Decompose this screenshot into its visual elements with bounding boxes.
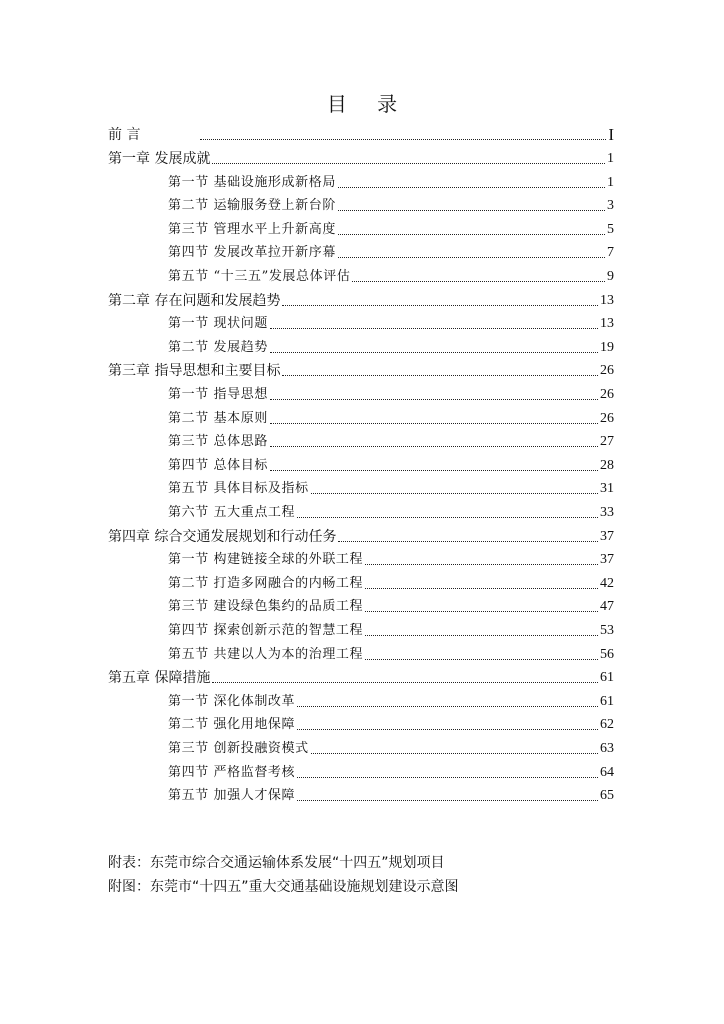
leader-dots — [297, 705, 598, 707]
toc-label: 第三节 建设绿色集约的品质工程 — [168, 599, 364, 615]
toc-label: 第三节 管理水平上升新高度 — [168, 221, 336, 237]
toc-page-number: 26 — [600, 387, 614, 402]
leader-dots — [297, 799, 598, 801]
toc-page-number: 42 — [600, 575, 614, 591]
toc-page-number: 64 — [600, 764, 614, 780]
toc-page-number: 63 — [600, 741, 614, 756]
toc-entry-preface[interactable] — [108, 120, 614, 144]
toc-page-number: 61 — [600, 670, 614, 686]
toc-entry-section[interactable] — [168, 404, 614, 428]
toc-entry-section[interactable] — [168, 238, 614, 262]
leader-dots — [282, 374, 598, 376]
toc-page-number: 5 — [607, 221, 614, 237]
leader-dots — [338, 209, 605, 211]
toc-label: 第四节 严格监督考核 — [168, 764, 296, 780]
toc-label: 第五章 保障措施 — [108, 670, 211, 687]
toc-label: 第一章 发展成就 — [108, 151, 211, 167]
toc-entry-section[interactable] — [168, 191, 614, 215]
toc-page-number: 9 — [607, 269, 614, 284]
toc-page-number: 13 — [600, 292, 614, 308]
toc-label: 第一节 基础设施形成新格局 — [168, 174, 336, 190]
leader-dots — [297, 728, 598, 730]
toc-entry-section[interactable] — [168, 592, 614, 616]
toc-entry-section[interactable] — [168, 333, 614, 357]
toc-page-number: 53 — [600, 623, 614, 638]
leader-dots — [365, 658, 598, 660]
toc-entry-section[interactable] — [168, 687, 614, 711]
leader-dots — [338, 233, 605, 235]
toc-page-number: 19 — [600, 339, 614, 355]
leader-dots — [338, 186, 605, 188]
toc-entry-section[interactable] — [168, 262, 614, 286]
leader-dots — [352, 280, 605, 282]
toc-label: 第五节 加强人才保障 — [168, 788, 296, 804]
toc-entry-section[interactable] — [168, 427, 614, 451]
toc-entry-section[interactable] — [168, 640, 614, 664]
toc-entry-section[interactable] — [168, 380, 614, 404]
toc-label: 第二节 运输服务登上新台阶 — [168, 198, 336, 214]
toc-page-number: 61 — [600, 693, 614, 709]
leader-dots — [282, 304, 598, 306]
toc-title: 目 录 — [326, 92, 410, 116]
toc-page-number: 13 — [600, 316, 614, 332]
toc-entry-section[interactable] — [168, 758, 614, 782]
toc-page-number: 62 — [600, 717, 614, 733]
toc-page-number: 31 — [600, 481, 614, 497]
leader-dots — [270, 398, 598, 400]
toc-entry-section[interactable] — [168, 569, 614, 593]
toc-entry-chapter[interactable] — [108, 144, 614, 168]
toc-page-number: 56 — [600, 646, 614, 662]
toc-label: 前 言 — [108, 127, 141, 143]
toc-entry-section[interactable] — [168, 734, 614, 758]
toc-entry-section[interactable] — [168, 168, 614, 192]
toc-label: 第二节 基本原则 — [168, 410, 268, 426]
toc-page-number: 28 — [600, 457, 614, 473]
leader-dots — [270, 422, 598, 424]
leader-dots — [311, 752, 598, 754]
leader-dots — [270, 469, 598, 471]
toc-label: 第四节 总体目标 — [168, 457, 268, 473]
leader-dots — [297, 776, 598, 778]
toc-page-number: I — [608, 125, 614, 144]
toc-entry-section[interactable] — [168, 309, 614, 333]
toc-label: 第一节 现状问题 — [168, 316, 268, 332]
toc-page-number: 27 — [600, 434, 614, 450]
toc-label: 第二节 打造多网融合的内畅工程 — [168, 575, 364, 591]
toc-entry-section[interactable] — [168, 474, 614, 498]
leader-dots — [270, 351, 598, 353]
toc-entry-section[interactable] — [168, 215, 614, 239]
toc-page-number: 37 — [600, 528, 614, 544]
toc-page-number: 33 — [600, 505, 614, 520]
leader-dots — [212, 162, 605, 164]
toc-label: 第一节 深化体制改革 — [168, 693, 296, 709]
leader-dots — [365, 634, 598, 636]
toc-label: 第五节 共建以人为本的治理工程 — [168, 646, 364, 662]
toc-label: 第五节 “十三五”发展总体评估 — [168, 269, 351, 284]
toc-label: 第四节 发展改革拉开新序幕 — [168, 245, 336, 261]
appendix-table[interactable]: 附表：东莞市综合交通运输体系发展“十四五”规划项目 — [108, 855, 445, 871]
toc-label: 第三节 总体思路 — [168, 434, 268, 450]
toc-entry-chapter[interactable] — [108, 663, 614, 687]
toc-label: 第二节 发展趋势 — [168, 339, 268, 355]
toc-page-number: 7 — [607, 245, 614, 261]
toc-label: 第一节 构建链接全球的外联工程 — [168, 552, 364, 568]
leader-dots — [365, 563, 598, 565]
toc-entry-section[interactable] — [168, 710, 614, 734]
toc-page-number: 65 — [600, 788, 614, 804]
toc-page-number: 26 — [600, 410, 614, 426]
leader-dots — [212, 681, 598, 683]
toc-label: 第二节 强化用地保障 — [168, 717, 296, 733]
toc-label: 第二章 存在问题和发展趋势 — [108, 292, 281, 309]
toc-page-number: 1 — [607, 151, 614, 166]
toc-entry-section[interactable] — [168, 781, 614, 805]
toc-entry-section[interactable] — [168, 545, 614, 569]
leader-dots — [297, 516, 598, 518]
toc-entry-chapter[interactable] — [108, 356, 614, 380]
leader-dots — [200, 138, 606, 140]
toc-entry-section[interactable] — [168, 451, 614, 475]
toc-label: 第三章 指导思想和主要目标 — [108, 363, 281, 380]
toc-label: 第四节 探索创新示范的智慧工程 — [168, 623, 364, 638]
leader-dots — [365, 610, 598, 612]
leader-dots — [311, 492, 598, 494]
toc-page-number: 47 — [600, 599, 614, 615]
toc-entry-chapter[interactable] — [108, 522, 614, 546]
toc-page-number: 1 — [607, 174, 614, 190]
toc-entry-section[interactable] — [168, 498, 614, 522]
leader-dots — [338, 256, 605, 258]
appendix-figure[interactable]: 附图：东莞市“十四五”重大交通基础设施规划建设示意图 — [108, 879, 459, 895]
toc-label: 第三节 创新投融资模式 — [168, 741, 309, 756]
leader-dots — [338, 540, 598, 542]
toc-page-number: 26 — [600, 363, 614, 379]
toc-label: 第一节 指导思想 — [168, 387, 268, 402]
toc-page-number: 3 — [607, 198, 614, 214]
toc-label: 第六节 五大重点工程 — [168, 505, 296, 520]
toc-entry-chapter[interactable] — [108, 286, 614, 310]
toc-page-number: 37 — [600, 552, 614, 568]
leader-dots — [270, 327, 598, 329]
leader-dots — [270, 445, 598, 447]
toc-label: 第五节 具体目标及指标 — [168, 481, 309, 497]
toc-label: 第四章 综合交通发展规划和行动任务 — [108, 528, 337, 545]
leader-dots — [365, 587, 598, 589]
toc-entry-section[interactable] — [168, 616, 614, 640]
